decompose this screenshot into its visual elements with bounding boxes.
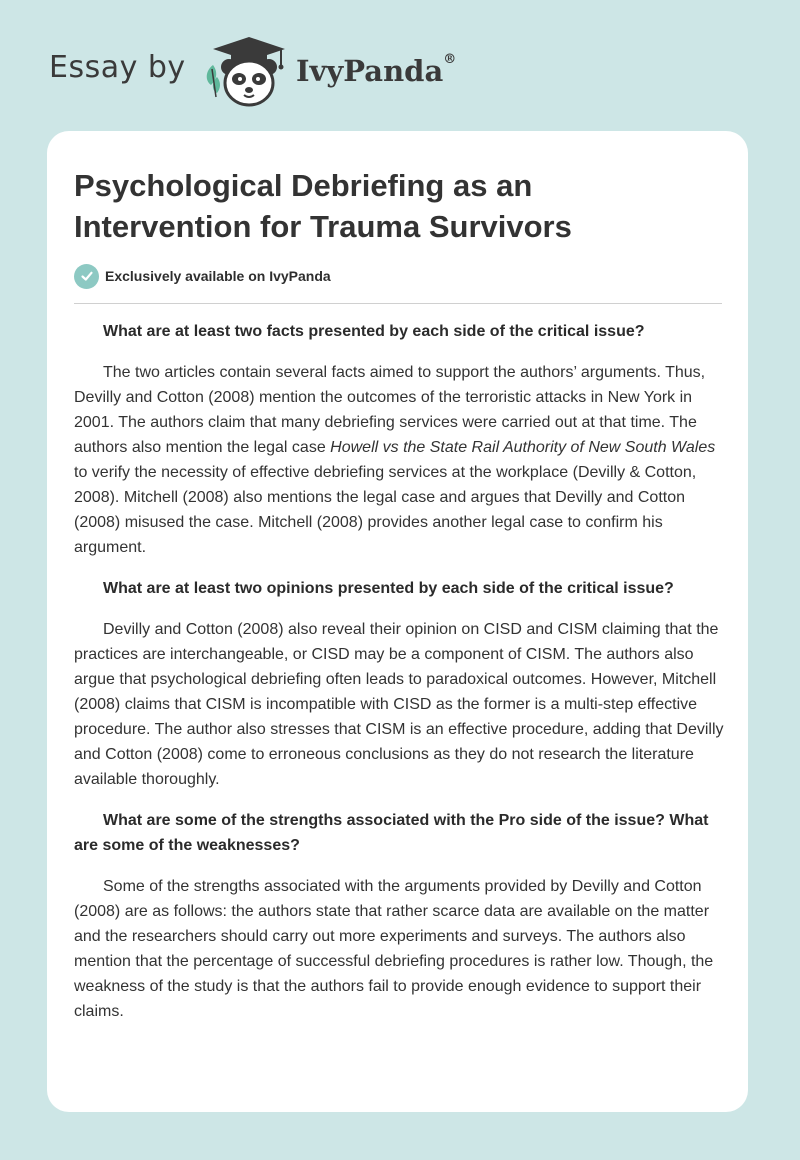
brand-logo-text[interactable]: IvyPanda® [296,52,457,88]
leaf-icon [207,65,220,97]
site-header [0,0,800,130]
exclusive-badge [74,263,331,289]
section-answer: Devilly and Cotton (2008) also reveal their opinion on CISD and CISM claiming that the practices are interchangeable, or CISD may be a component of CISM. The authors also argue that psychological debriefing often leads to paradoxical outcomes. However, Mitchell (2008) claims that CISM is incompatible with CISD as the former is a multi-step effective procedure. The author also stresses that CISM is an effective procedure, adding that Devilly and Cotton (2008) come to erroneous conclusions as they do not research the literature available thoroughly. [74,621,724,788]
section-question: What are some of the strengths associated with the Pro side of the issue? What are some of the weaknesses? [74,812,709,854]
section-question: What are at least two facts presented by each side of the critical issue? [103,323,645,340]
divider [74,303,722,304]
check-icon [74,264,99,289]
section-question: What are at least two opinions presented by each side of the critical issue? [103,580,674,597]
panda-logo-icon [203,35,295,109]
registered-mark: ® [443,52,457,67]
essay-body [74,319,724,1040]
panda-head-icon [221,59,277,105]
essay-card [47,131,748,1112]
essay-title: Psychological Debriefing as an Intervention for Trauma Survivors [74,168,572,244]
section-answer: Some of the strengths associated with the arguments provided by Devilly and Cotton (2008) are as follows: the authors state that rather scarce data are available on the matter and the researchers should carry out more experiments and surveys. The authors also mention that the percentage of successful debriefing procedures is rather low. Though, the weakness of the study is that the authors fail to provide enough evidence to support their claims. [74,878,714,1020]
essay-by-label: Essay by [49,50,186,85]
section-answer: The two articles contain several facts aimed to support the authors’ arguments. Thus, Devilly and Cotton (2008) mention the outcomes of the terroristic attacks in New York in 2001. The authors claim that many debriefing services were carried out at that time. The authors also mention the legal case Howell vs the State Rail Authority of New South Wales to verify the necessity of effective debriefing services at the workplace (Devilly & Cotton, 2008). Mitchell (2008) also mentions the legal case and argues that Devilly and Cotton (2008) misused the case. Mitchell (2008) provides another legal case to confirm his argument. [74,364,716,556]
exclusive-text: Exclusively available on IvyPanda [105,268,331,284]
case-name: Howell vs the State Rail Authority of New South Wales [330,439,716,456]
